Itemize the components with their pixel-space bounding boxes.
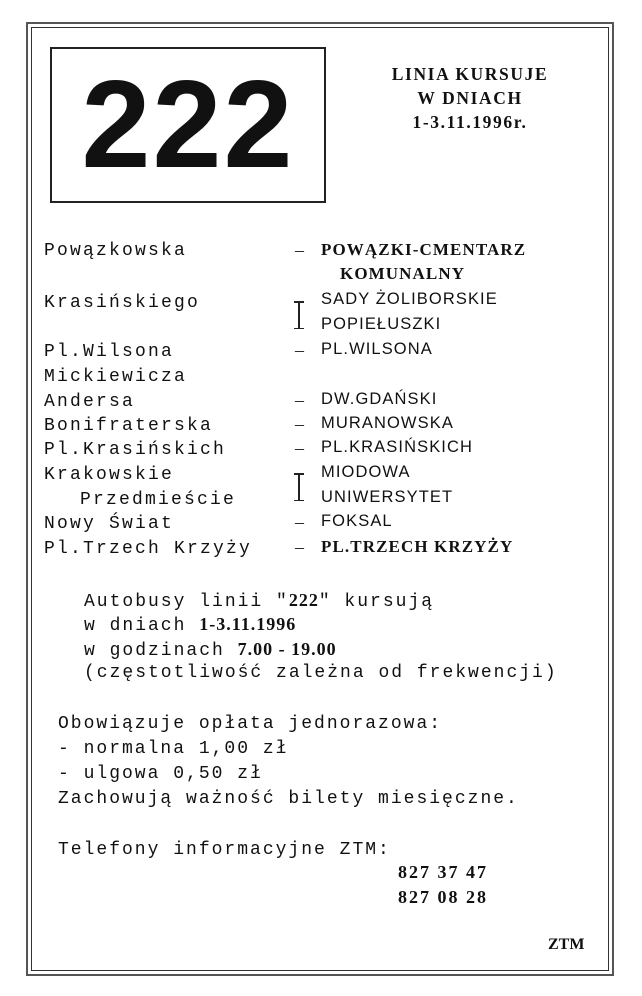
ibeam-marker-1 — [294, 300, 304, 330]
stop-9: PL.TRZECH KRZYŻY — [321, 537, 514, 556]
phone-number-1: 827 37 47 — [398, 862, 488, 882]
street-2: Pl.Wilsona — [44, 342, 175, 362]
street-5: Bonifraterska — [44, 416, 214, 436]
stop-0-line2: KOMUNALNY — [340, 264, 466, 283]
dash-marker-4: – — [295, 390, 304, 410]
route-number-box — [50, 47, 326, 203]
stop-8: FOKSAL — [321, 512, 393, 530]
stop-7-line2: UNIWERSYTET — [321, 488, 454, 506]
service-dates-header — [360, 62, 580, 134]
header-line-2: W DNIACH — [417, 88, 523, 108]
schedule-line-3: w godzinach 7.00 - 19.00 — [84, 639, 337, 661]
ztm-signature: ZTM — [548, 936, 585, 953]
street-9: Pl.Trzech Krzyży — [44, 539, 253, 559]
dash-marker-5: – — [295, 414, 304, 434]
header-line-1: LINIA KURSUJE — [391, 64, 549, 84]
phone-number-2: 827 08 28 — [398, 887, 488, 907]
header-line-3: 1-3.11.1996r. — [412, 112, 528, 132]
dash-marker-0: – — [295, 240, 304, 260]
schedule-line-4: (częstotliwość zależna od frekwencji) — [84, 663, 558, 683]
fares-line-4: Zachowują ważność bilety miesięczne. — [58, 789, 519, 809]
street-7-line2: Przedmieście — [80, 490, 237, 510]
schedule-line-2: w dniach 1-3.11.1996 — [84, 614, 297, 636]
street-3: Mickiewicza — [44, 367, 188, 387]
fares-line-2: - normalna 1,00 zł — [58, 739, 289, 759]
dash-marker-8: – — [295, 512, 304, 532]
stop-1: SADY ŻOLIBORSKIE — [321, 290, 498, 308]
street-7: Krakowskie — [44, 465, 175, 485]
stop-1-line2: POPIEŁUSZKI — [321, 315, 442, 333]
street-8: Nowy Świat — [44, 514, 175, 534]
fares-line-3: - ulgowa 0,50 zł — [58, 764, 263, 784]
fares-line-1: Obowiązuje opłata jednorazowa: — [58, 714, 443, 734]
street-1: Krasińskiego — [44, 293, 201, 313]
stop-6: PL.KRASIŃSKICH — [321, 438, 474, 456]
street-6: Pl.Krasińskich — [44, 440, 227, 460]
stop-7: MIODOWA — [321, 463, 411, 481]
route-number: 222 — [81, 56, 295, 194]
stop-2: PL.WILSONA — [321, 340, 433, 358]
phones-label: Telefony informacyjne ZTM: — [58, 840, 391, 860]
ibeam-marker-7 — [294, 472, 304, 502]
schedule-line-1: Autobusy linii "222" kursują — [84, 590, 435, 612]
dash-marker-6: – — [295, 438, 304, 458]
street-4: Andersa — [44, 392, 136, 412]
stop-5: MURANOWSKA — [321, 414, 454, 432]
dash-marker-2: – — [295, 340, 304, 360]
street-0: Powązkowska — [44, 241, 188, 261]
dash-marker-9: – — [295, 537, 304, 557]
stop-0: POWĄZKI-CMENTARZ — [321, 240, 527, 259]
stop-4: DW.GDAŃSKI — [321, 390, 438, 408]
